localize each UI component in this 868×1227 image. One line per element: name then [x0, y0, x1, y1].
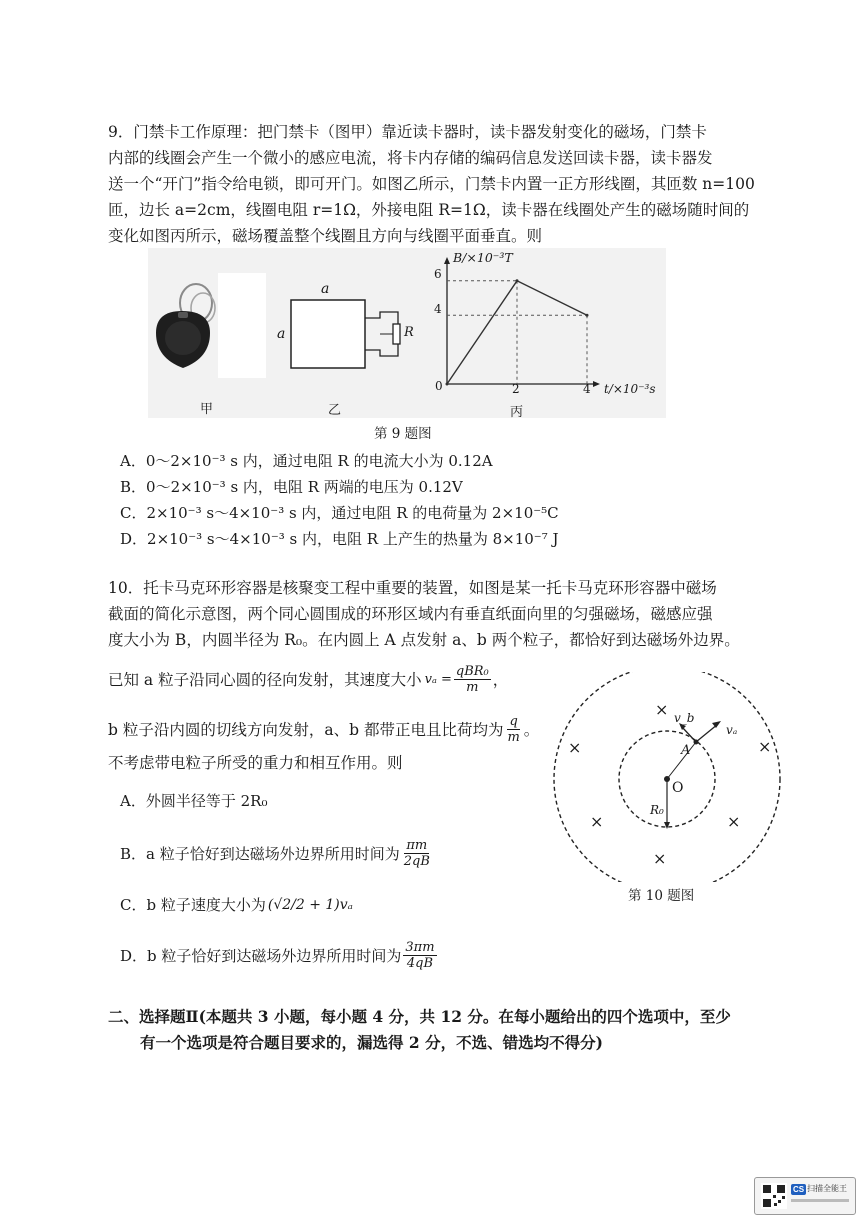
va-numerator: qBR₀ [455, 664, 489, 679]
scanner-brand: 扫描全能王 [807, 1184, 847, 1193]
q9-figure-caption: 第 9 题图 [374, 426, 432, 442]
label-va: vₐ [726, 723, 738, 737]
label-vb: v_b [674, 711, 695, 725]
cs-badge: CS [793, 1185, 805, 1194]
q10-line-1: 10．托卡马克环形容器是核聚变工程中重要的装置，如图是某一托卡马克环形容器中磁场 [108, 579, 717, 597]
resistor-label: R [404, 325, 414, 340]
q10-line-4-end: ， [492, 670, 509, 689]
cross-mark: × [655, 700, 669, 719]
label-bing: 丙 [510, 405, 524, 420]
label-o: O [672, 780, 684, 796]
optb-denominator: 2qB [403, 854, 430, 869]
q9-option-c: C．2×10⁻³ s～4×10⁻³ s 内，通过电阻 R 的电荷量为 2×10⁻⁵C [120, 504, 559, 522]
optb-fraction [402, 838, 432, 869]
bt-graph [444, 257, 600, 387]
q10-line-6: 不考虑带电粒子所受的重力和相互作用。则 [108, 754, 403, 772]
va-expr: vₐ = [424, 671, 452, 687]
q10-option-b [120, 838, 434, 869]
cross-mark: × [590, 812, 604, 831]
qr-code-icon [761, 1183, 787, 1209]
label-jia: 甲 [200, 402, 214, 417]
q9-option-a: A．0～2×10⁻³ s 内，通过电阻 R 的电流大小为 0.12A [120, 452, 493, 470]
va-fraction [454, 664, 491, 695]
section2-line-2: 有一个选项是符合题目要求的，漏选得 2 分，不选、错选均不得分) [140, 1033, 603, 1052]
label-a: A [681, 743, 691, 758]
q10-option-a: A．外圆半径等于 2R₀ [120, 792, 268, 810]
q9-option-b: B．0～2×10⁻³ s 内，电阻 R 两端的电压为 0.12V [120, 478, 463, 496]
vb-arrow [682, 727, 696, 742]
graph-series-line [447, 281, 587, 384]
qm-denominator: m [507, 730, 520, 745]
graph-x-tick-4: 4 [583, 382, 591, 396]
q10-figure-caption: 第 10 题图 [628, 888, 695, 904]
graph-x-tick-2: 2 [512, 382, 520, 396]
q10-option-d-text: D．b 粒子恰好到达磁场外边界所用时间为 [120, 947, 402, 965]
q9-line-2: 内部的线圈会产生一个微小的感应电流，将卡内存储的编码信息发送回读卡器，读卡器发 [108, 149, 713, 167]
q10-line-5-text: b 粒子沿内圆的切线方向发射，a、b 都带正电且比荷均为 [108, 720, 504, 739]
graph-y-tick-6: 6 [434, 267, 442, 281]
q10-line-3: 度大小为 B，内圆半径为 R₀。在内圆上 A 点发射 a、b 两个粒子，都恰好到达磁场外边界。 [108, 631, 740, 649]
scanner-watermark [754, 1177, 856, 1215]
label-r0: R₀ [650, 803, 664, 817]
graph-y-tick-4: 4 [434, 302, 442, 316]
qm-numerator: q [509, 714, 518, 729]
label-yi: 乙 [328, 403, 342, 418]
q10-line-4-text: 已知 a 粒子沿同心圆的径向发射，其速度大小 [108, 670, 422, 689]
q10-option-c-text: C．b 粒子速度大小为 [120, 896, 266, 914]
q10-line-4 [108, 664, 508, 695]
q9-line-5: 变化如图丙所示，磁场覆盖整个线圈且方向与线圈平面垂直。则 [108, 227, 543, 245]
optd-denominator: 4qB [406, 956, 434, 971]
qm-fraction [505, 714, 521, 745]
q9-line-1: 9．门禁卡工作原理：把门禁卡（图甲）靠近读卡器时，读卡器发射变化的磁场，门禁卡 [108, 123, 707, 141]
coil-label-left: a [277, 326, 286, 342]
graph-origin: 0 [435, 379, 443, 393]
q10-option-c [120, 894, 353, 915]
cross-mark: × [758, 737, 772, 756]
va-arrow [696, 724, 718, 742]
q10-option-d [120, 940, 439, 971]
q10-line-5-end: 。 [523, 720, 540, 739]
cross-mark: × [568, 738, 582, 757]
va-denominator: m [466, 680, 479, 695]
optd-fraction [403, 940, 436, 971]
optc-expression: (√2/2 + 1)vₐ [267, 896, 353, 913]
optd-numerator: 3πm [405, 940, 435, 955]
q9-figure-panel [148, 248, 666, 418]
optb-numerator: πm [406, 838, 428, 853]
coil-label-top: a [321, 281, 330, 297]
q10-line-2: 截面的简化示意图，两个同心圆围成的环形区域内有垂直纸面向里的匀强磁场，磁感应强 [108, 605, 713, 623]
watermark-line [791, 1199, 849, 1202]
q10-line-5 [108, 714, 539, 745]
section2-line-1: 二、选择题Ⅱ(本题共 3 小题，每小题 4 分，共 12 分。在每小题给出的四个选项中，至少 [108, 1007, 731, 1026]
cross-mark: × [727, 812, 741, 831]
q9-line-3: 送一个“开门”指令给电锁，即可开门。如图乙所示，门禁卡内置一正方形线圈，其匝数 n=100 [108, 175, 755, 193]
square-coil [291, 300, 365, 368]
q9-option-d: D．2×10⁻³ s～4×10⁻³ s 内，电阻 R 上产生的热量为 8×10⁻⁷ J [120, 530, 559, 548]
graph-y-label: B/×10⁻³T [453, 250, 513, 265]
q10-option-b-text: B．a 粒子恰好到达磁场外边界所用时间为 [120, 845, 400, 863]
q9-line-4: 匝，边长 a=2cm，线圈电阻 r=1Ω，外接电阻 R=1Ω，读卡器在线圈处产生的磁场随时间的 [108, 201, 750, 219]
graph-x-label: t/×10⁻³s [604, 382, 656, 396]
resistor-symbol [393, 324, 400, 344]
cross-mark: × [653, 849, 667, 868]
